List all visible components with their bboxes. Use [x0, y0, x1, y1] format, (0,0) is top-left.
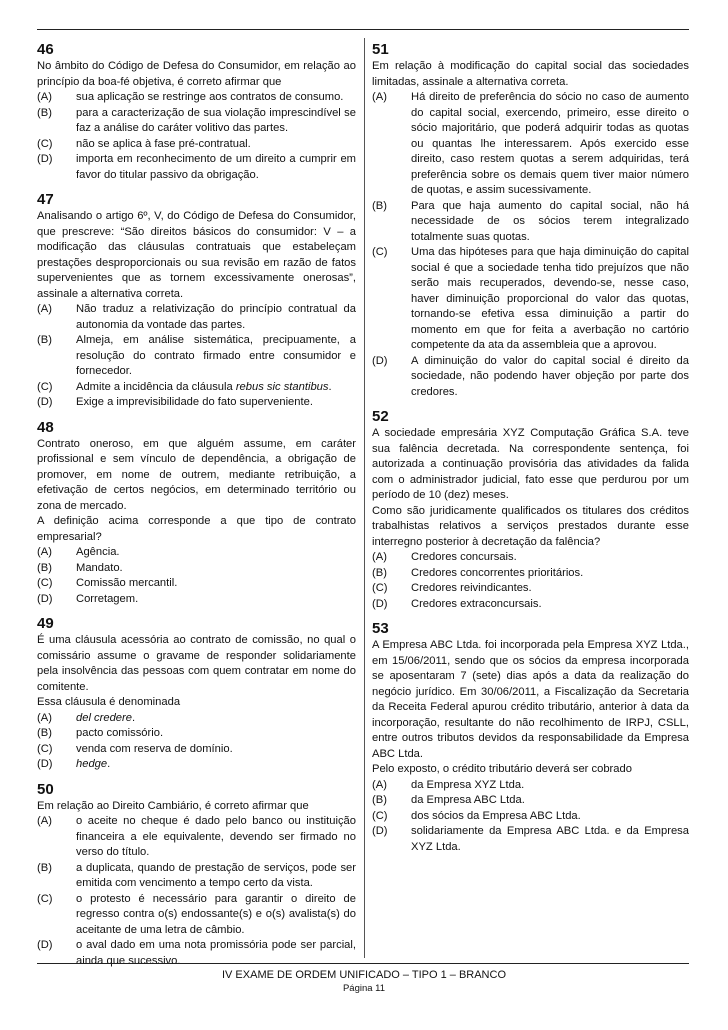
- option-label: (D): [37, 592, 53, 605]
- option-label: (C): [372, 582, 388, 594]
- question-stem: Em relação à modificação do capital social das sociedades limitadas, assinale a alternativa correta.: [372, 60, 689, 88]
- option-a: [37, 711, 356, 727]
- option-label: (D): [37, 939, 53, 951]
- option-b: [37, 861, 356, 892]
- right-column: [372, 40, 689, 862]
- option-label: (C): [37, 380, 53, 393]
- option-label: (C): [37, 742, 53, 755]
- option-label: (B): [37, 861, 52, 874]
- option-text: Credores reivindicantes.: [411, 582, 532, 594]
- option-c: [372, 581, 689, 597]
- top-rule: [37, 29, 689, 30]
- option-label: (C): [37, 892, 53, 905]
- option-c: [37, 380, 356, 396]
- option-text: o aval dado em uma nota promissória pode ser parcial, ainda que sucessivo.: [76, 939, 356, 967]
- option-label: (A): [372, 778, 387, 791]
- question-51: [372, 40, 689, 400]
- option-label: (D): [37, 396, 53, 408]
- option-text-part: .: [131, 711, 136, 724]
- option-label: (A): [37, 91, 52, 103]
- option-label: (D): [37, 758, 53, 770]
- left-column: [37, 40, 356, 976]
- option-text: Não traduz a relativização do princípio contratual da autonomia da vontade das partes.: [76, 303, 356, 331]
- option-a: [372, 90, 689, 199]
- option-text: não se aplica à fase pré-contratual.: [76, 137, 251, 150]
- option-text: o aceite no cheque é dado pelo banco ou instituição financeira a ele equivalente, devendo ser firmado no verso do título.: [76, 815, 356, 858]
- option-text: A diminuição do valor do capital social é direito da sociedade, não podendo haver objeção por parte dos credores.: [411, 354, 689, 398]
- option-label: (D): [372, 354, 388, 367]
- option-a: [37, 545, 356, 561]
- option-text: Uma das hipóteses para que haja diminuição do capital social é que a sociedade tenha tido prejuízos que não serão mais recuperados, devendo-se, nesse caso, haver diminuição proporcional do valor das quotas, tornando-se efetiva essa diminuição a partir do momento em que for feita a averbação no cartório competente da ata da assembleia que a aprovou.: [411, 246, 689, 351]
- option-d: [37, 757, 356, 773]
- option-d: [37, 152, 356, 183]
- option-label: (B): [37, 106, 52, 119]
- question-stem: A sociedade empresária XYZ Computação Gráfica S.A. teve sua falência decretada. Na correspondente sentença, foi autorizada a continuação provisória das atividades da falida com o administrador judicial, fato esse que perdurou por um período de 10 (dez) meses.: [372, 427, 689, 501]
- question-prompt: A definição acima corresponde a que tipo de contrato empresarial?: [37, 515, 356, 543]
- option-text: sua aplicação se restringe aos contratos de consumo.: [76, 91, 344, 103]
- option-text: Credores extraconcursais.: [411, 597, 542, 610]
- latin-term: del credere: [76, 711, 132, 724]
- option-label: (C): [37, 577, 53, 589]
- option-label: (A): [37, 546, 52, 558]
- question-number: 53: [372, 620, 389, 637]
- option-a: [37, 302, 356, 333]
- option-d: [37, 395, 356, 411]
- option-b: [37, 726, 356, 742]
- option-text: da Empresa XYZ Ltda.: [411, 778, 525, 791]
- option-text: Para que haja aumento do capital social, não há necessidade de os sócios terem integralizado totalmente suas quotas.: [411, 199, 689, 243]
- option-text: o protesto é necessário para garantir o direito de regresso contra o(s) endossante(s) e o(s) avalista(s) do aceitante de uma letra de câmbio.: [76, 892, 356, 936]
- question-48: [37, 418, 356, 608]
- option-label: (B): [37, 334, 52, 346]
- question-number: 50: [37, 780, 54, 798]
- option-text: dos sócios da Empresa ABC Ltda.: [411, 809, 581, 822]
- option-c: [372, 245, 689, 354]
- option-b: [372, 566, 689, 582]
- option-c: [37, 892, 356, 939]
- question-stem: Analisando o artigo 6º, V, do Código de Defesa do Consumidor, que prescreve: “São direitos básicos do consumidor: V – a modificação das cláusulas contratuais que estabeleçam prestações desproporcionais ou sua revisão em razão de fatos supervenientes que as tornem excessivamente onerosas”, assinale a alternativa correta.: [37, 210, 356, 300]
- option-text: solidariamente da Empresa ABC Ltda. e da Empresa XYZ Ltda.: [411, 825, 689, 853]
- option-text: Credores concorrentes prioritários.: [411, 566, 584, 579]
- option-text: Corretagem.: [76, 592, 139, 605]
- option-label: (A): [372, 551, 387, 563]
- question-number: 46: [37, 41, 54, 58]
- option-label: (D): [372, 597, 388, 610]
- question-stem: No âmbito do Código de Defesa do Consumidor, em relação ao princípio da boa-fé objetiva, é correto afirmar que: [37, 60, 356, 88]
- question-number: 49: [37, 615, 54, 632]
- question-number: 52: [372, 408, 389, 425]
- question-49: [37, 614, 356, 773]
- question-50: [37, 780, 356, 970]
- question-prompt: Essa cláusula é denominada: [37, 696, 181, 708]
- option-b: [372, 199, 689, 246]
- option-d: [372, 354, 689, 401]
- question-stem: Em relação ao Direito Cambiário, é correto afirmar que: [37, 799, 309, 812]
- column-divider: [364, 38, 365, 958]
- option-d: [372, 597, 689, 613]
- option-label: (A): [37, 303, 52, 315]
- option-c: [37, 576, 356, 592]
- option-text: [76, 711, 356, 727]
- option-label: (B): [372, 566, 387, 579]
- option-text: para a caracterização de sua violação imprescindível se faz a análise do caráter volitivo das partes.: [76, 106, 356, 134]
- option-text: da Empresa ABC Ltda.: [411, 794, 525, 806]
- question-number: 47: [37, 191, 54, 208]
- question-47: [37, 190, 356, 411]
- option-label: (A): [37, 815, 52, 827]
- option-label: (C): [37, 137, 53, 150]
- option-text-part: Admite a incidência da cláusula: [76, 380, 236, 393]
- page-footer: [0, 968, 728, 996]
- option-text-part: .: [107, 758, 111, 770]
- option-text: Mandato.: [76, 561, 123, 574]
- option-text: [76, 757, 356, 773]
- footer-rule: [37, 963, 689, 964]
- question-number: 48: [37, 418, 54, 436]
- option-label: (B): [372, 794, 387, 806]
- question-53: [372, 619, 689, 855]
- option-c: [37, 137, 356, 153]
- option-text: importa em reconhecimento de um direito a cumprir em favor do titular passivo da obrigação.: [76, 153, 356, 181]
- option-b: [37, 106, 356, 137]
- option-text-part: .: [328, 380, 332, 393]
- option-text: [76, 380, 356, 396]
- question-stem: Contrato oneroso, em que alguém assume, em caráter profissional e sem vínculo de dependência, a obrigação de promover, em nome de outrem, mediante retribuição, a efetivação de certos negócios, em determinado território ou zona de mercado.: [37, 437, 356, 512]
- option-b: [372, 793, 689, 809]
- exam-title: IV EXAME DE ORDEM UNIFICADO – TIPO 1 – BRANCO: [221, 969, 507, 981]
- question-prompt: Pelo exposto, o crédito tributário deverá ser cobrado: [372, 763, 632, 775]
- option-a: [37, 814, 356, 861]
- option-b: [37, 561, 356, 577]
- page-number: Página 11: [342, 983, 386, 994]
- option-text: Comissão mercantil.: [76, 577, 178, 589]
- option-label: (B): [372, 199, 387, 212]
- option-text: Exige a imprevisibilidade do fato superveniente.: [76, 396, 313, 408]
- option-label: (C): [372, 809, 388, 822]
- option-label: (A): [372, 91, 387, 103]
- option-text: venda com reserva de domínio.: [76, 742, 233, 755]
- option-label: (B): [37, 561, 52, 574]
- option-text: pacto comissório.: [76, 727, 164, 739]
- option-d: [372, 824, 689, 855]
- foreign-term: hedge: [76, 758, 108, 770]
- option-c: [372, 809, 689, 825]
- option-c: [37, 742, 356, 758]
- question-stem: A Empresa ABC Ltda. foi incorporada pela Empresa XYZ Ltda., em 15/06/2011, sendo que os sócios da empresa incorporada se aposentaram 7 (sete) dias após a data da realização do negócio jurídico. Em 30/06/2011, a Fiscalização da Secretaria da Receita Federal apurou crédito tributário, anterior à data da incorporação, resultante do não recolhimento de IRPJ, CSLL, entre outros tributos devidos da responsabilidade da Empresa ABC Ltda.: [372, 639, 689, 760]
- question-stem: É uma cláusula acessória ao contrato de comissão, no qual o comissário assume o gravame de responder solidariamente pela insolvência das pessoas com quem contratar em nome do comitente.: [37, 634, 356, 693]
- option-text: Almeja, em análise sistemática, precipuamente, a resolução do contrato firmado entre consumidor e fornecedor.: [76, 334, 356, 377]
- option-text: Credores concursais.: [411, 551, 517, 563]
- option-label: (A): [37, 711, 52, 724]
- question-46: [37, 40, 356, 183]
- latin-term: rebus sic stantibus: [235, 380, 329, 393]
- question-52: [372, 407, 689, 612]
- option-d: [37, 938, 356, 969]
- option-label: (D): [372, 825, 388, 837]
- option-label: (B): [37, 727, 52, 739]
- option-text: Agência.: [76, 546, 120, 558]
- option-a: [372, 778, 689, 794]
- option-b: [37, 333, 356, 380]
- question-number: 51: [372, 41, 389, 58]
- option-label: (C): [372, 246, 388, 258]
- option-text: Há direito de preferência do sócio no caso de aumento do capital social, exercendo, primeiro, esse direito o sócio majoritário, que poderá adquirir todas as quotas ou quantas lhe interessarem. Após exercido esse direito, caso restem quotas a serem adquiridas, terá preferência sobre os demais quem tiver maior número de quotas, e assim sucessivamente.: [411, 91, 689, 196]
- option-a: [37, 90, 356, 106]
- option-d: [37, 592, 356, 608]
- question-prompt: Como são juridicamente qualificados os titulares dos créditos trabalhistas relativos a serviços prestados durante esse interregno posterior à decretação da falência?: [372, 504, 689, 548]
- option-a: [372, 550, 689, 566]
- option-text: a duplicata, quando de prestação de serviços, pode ser emitida com vencimento a tempo certo da vista.: [76, 861, 356, 889]
- option-label: (D): [37, 153, 53, 165]
